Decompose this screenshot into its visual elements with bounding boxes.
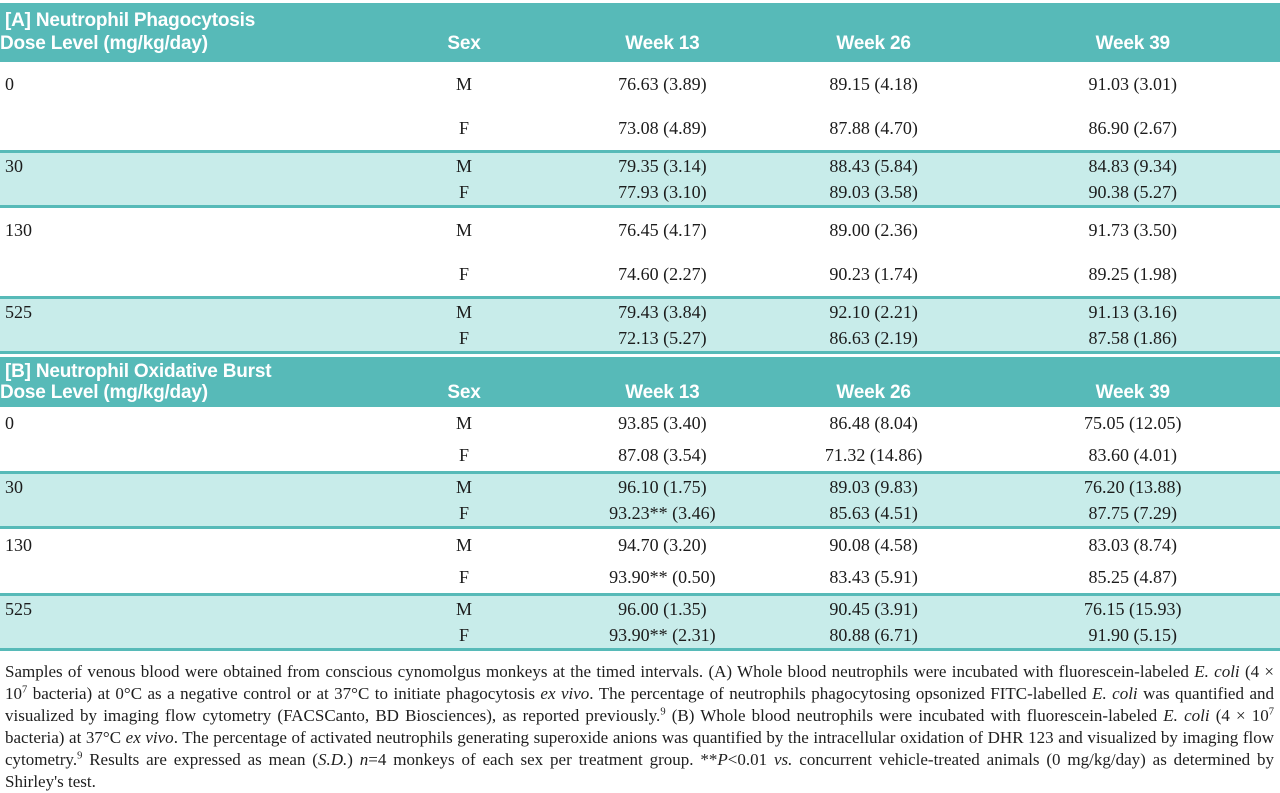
table-sections bbox=[0, 3, 1280, 651]
value-cell: 96.10 (1.75) bbox=[618, 477, 707, 497]
section-b-table bbox=[0, 357, 1280, 651]
value-cell: 87.08 (3.54) bbox=[618, 445, 707, 465]
sex-cell: F bbox=[458, 328, 469, 348]
value-cell: 93.90** (2.31) bbox=[609, 625, 716, 645]
sex-cell: M bbox=[455, 535, 472, 555]
footnote-segment: bacteria) at 37°C bbox=[5, 728, 126, 747]
value-cell: 89.03 (9.83) bbox=[829, 477, 918, 497]
value-cell: 76.63 (3.89) bbox=[618, 74, 707, 94]
value-cell: 86.63 (2.19) bbox=[829, 328, 918, 348]
value-cell: 71.32 (14.86) bbox=[824, 445, 923, 465]
value-cell: 76.15 (15.93) bbox=[1084, 599, 1182, 619]
dose-cell: 525 bbox=[5, 599, 32, 619]
dose-group bbox=[0, 473, 1280, 528]
value-cell: 90.45 (3.91) bbox=[829, 599, 918, 619]
sex-cell: M bbox=[455, 220, 472, 240]
footnote-segment: (B) Whole blood neutrophils were incubated with fluorescein-labeled bbox=[665, 706, 1164, 725]
value-cell: 94.70 (3.20) bbox=[618, 535, 707, 555]
value-cell: 79.35 (3.14) bbox=[618, 156, 707, 176]
value-cell: 87.75 (7.29) bbox=[1088, 503, 1178, 523]
section-title: [B] Neutrophil Oxidative Burst bbox=[0, 357, 1280, 382]
table-row bbox=[0, 473, 1280, 501]
value-cell: 93.90** (0.50) bbox=[609, 567, 716, 587]
footnote-segment: P bbox=[717, 750, 728, 769]
value-cell: 83.03 (8.74) bbox=[1088, 535, 1178, 555]
footnote-segment: =4 monkeys of each sex per treatment group. ** bbox=[368, 750, 718, 769]
footnote-segment: 7 bbox=[22, 684, 28, 696]
footnote-segment: . The percentage of activated neutrophils generating superoxide anions was quantified by the intracellular oxidation of DHR 123 and visualized by imaging flow cytometry. bbox=[5, 728, 1275, 769]
section-title-row bbox=[0, 3, 1280, 32]
dose-group bbox=[0, 407, 1280, 473]
dose-group bbox=[0, 62, 1280, 152]
sex-cell: M bbox=[455, 156, 472, 176]
footnote-segment: n bbox=[359, 750, 369, 769]
value-cell: 80.88 (6.71) bbox=[829, 625, 918, 645]
footnote-segment: bacteria) at 0°C as a negative control or at 37°C to initiate phagocytosis bbox=[27, 684, 541, 703]
value-cell: 88.43 (5.84) bbox=[829, 156, 918, 176]
value-cell: 74.60 (2.27) bbox=[618, 264, 707, 284]
footnote-segment: (4 × 10 bbox=[1209, 706, 1269, 725]
value-cell: 85.63 (4.51) bbox=[829, 503, 918, 523]
column-header: Sex bbox=[365, 382, 563, 407]
column-header: Dose Level (mg/kg/day) bbox=[0, 32, 365, 62]
sex-cell: M bbox=[455, 477, 472, 497]
footnote-segment: . The percentage of neutrophils phagocytosing opsonized FITC-labelled bbox=[589, 684, 1093, 703]
value-cell: 86.48 (8.04) bbox=[829, 413, 918, 433]
section-a-header bbox=[0, 3, 1280, 62]
footnote-segment: was quantified and visualized by imaging flow cytometry (FACSCanto, BD Biosciences), as reported previously. bbox=[5, 684, 1274, 725]
value-cell: 86.90 (2.67) bbox=[1088, 118, 1178, 138]
value-cell: 90.38 (5.27) bbox=[1088, 182, 1178, 202]
section-title-row bbox=[0, 357, 1280, 382]
table-row bbox=[0, 528, 1280, 562]
footnote-segment: S.D. bbox=[317, 750, 348, 769]
footnote-segment: E. coli bbox=[1163, 706, 1210, 725]
footnote-segment: Samples of venous blood were obtained from conscious cynomolgus monkeys at the timed intervals. (A) Whole blood neutrophils were incubated with fluorescein-labeled bbox=[5, 662, 1195, 681]
dose-cell: 0 bbox=[5, 413, 14, 433]
value-cell: 83.60 (4.01) bbox=[1088, 445, 1178, 465]
value-cell: 87.58 (1.86) bbox=[1088, 328, 1178, 348]
column-header: Dose Level (mg/kg/day) bbox=[0, 382, 365, 407]
value-cell: 89.15 (4.18) bbox=[829, 74, 918, 94]
footnote-segment: 9 bbox=[660, 706, 666, 718]
sex-cell: M bbox=[455, 302, 472, 322]
sex-cell: F bbox=[458, 503, 469, 523]
value-cell: 91.73 (3.50) bbox=[1088, 220, 1178, 240]
value-cell: 89.25 (1.98) bbox=[1088, 264, 1178, 284]
value-cell: 73.08 (4.89) bbox=[618, 118, 707, 138]
table-row bbox=[0, 407, 1280, 439]
value-cell: 77.93 (3.10) bbox=[618, 182, 707, 202]
column-header: Sex bbox=[365, 32, 563, 62]
value-cell: 96.00 (1.35) bbox=[618, 599, 707, 619]
column-header: Week 39 bbox=[986, 382, 1280, 407]
section-title: [A] Neutrophil Phagocytosis bbox=[0, 3, 1280, 32]
sex-cell: F bbox=[458, 182, 469, 202]
value-cell: 72.13 (5.27) bbox=[618, 328, 707, 348]
value-cell: 84.83 (9.34) bbox=[1088, 156, 1178, 176]
value-cell: 89.03 (3.58) bbox=[829, 182, 918, 202]
value-cell: 90.08 (4.58) bbox=[829, 535, 918, 555]
value-cell: 79.43 (3.84) bbox=[618, 302, 707, 322]
value-cell: 92.10 (2.21) bbox=[829, 302, 918, 322]
dose-group bbox=[0, 207, 1280, 298]
value-cell: 85.25 (4.87) bbox=[1088, 567, 1178, 587]
dose-cell: 30 bbox=[5, 477, 23, 497]
dose-cell: 30 bbox=[5, 156, 23, 176]
sex-cell: M bbox=[455, 413, 472, 433]
footnote-segment: ex vivo bbox=[540, 684, 590, 703]
value-cell: 90.23 (1.74) bbox=[829, 264, 918, 284]
value-cell: 76.45 (4.17) bbox=[618, 220, 707, 240]
value-cell: 93.85 (3.40) bbox=[618, 413, 707, 433]
footnote-segment: vs. bbox=[774, 750, 793, 769]
table-row bbox=[0, 62, 1280, 106]
dose-group bbox=[0, 152, 1280, 207]
dose-group bbox=[0, 595, 1280, 650]
column-header: Week 13 bbox=[563, 32, 761, 62]
footnote-segment: ex vivo bbox=[125, 728, 174, 747]
footnote-segment: 9 bbox=[77, 750, 83, 762]
value-cell: 83.43 (5.91) bbox=[829, 567, 918, 587]
footnote bbox=[0, 651, 1280, 793]
dose-cell: 130 bbox=[5, 535, 32, 555]
sex-cell: F bbox=[458, 445, 469, 465]
sex-cell: M bbox=[455, 74, 472, 94]
table-row bbox=[0, 207, 1280, 253]
table-row bbox=[0, 152, 1280, 180]
footnote-segment: E. coli bbox=[1092, 684, 1138, 703]
value-cell: 87.88 (4.70) bbox=[829, 118, 918, 138]
dose-cell: 130 bbox=[5, 220, 32, 240]
column-header: Week 26 bbox=[762, 382, 986, 407]
value-cell: 91.03 (3.01) bbox=[1088, 74, 1178, 94]
value-cell: 91.90 (5.15) bbox=[1088, 625, 1178, 645]
dose-cell: 525 bbox=[5, 302, 32, 322]
section-b-header bbox=[0, 357, 1280, 407]
dose-group bbox=[0, 298, 1280, 353]
dose-cell: 0 bbox=[5, 74, 14, 94]
sex-cell: M bbox=[455, 599, 472, 619]
footnote-segment: 7 bbox=[1268, 706, 1274, 718]
sex-cell: F bbox=[458, 567, 469, 587]
value-cell: 75.05 (12.05) bbox=[1084, 413, 1182, 433]
sex-cell: F bbox=[458, 264, 469, 284]
table-row bbox=[0, 595, 1280, 623]
value-cell: 91.13 (3.16) bbox=[1088, 302, 1178, 322]
footnote-segment: Results are expressed as mean ( bbox=[82, 750, 318, 769]
footnote-segment: E. coli bbox=[1194, 662, 1240, 681]
section-a-table bbox=[0, 3, 1280, 354]
value-cell: 89.00 (2.36) bbox=[829, 220, 918, 240]
column-header-row bbox=[0, 382, 1280, 407]
value-cell: 93.23** (3.46) bbox=[609, 503, 716, 523]
column-header-row bbox=[0, 32, 1280, 62]
column-header: Week 39 bbox=[986, 32, 1280, 62]
footnote-segment: <0.01 bbox=[727, 750, 774, 769]
sex-cell: F bbox=[458, 625, 469, 645]
footnote-segment: concurrent vehicle-treated animals (0 mg/kg/day) as determined by Shirley's test. bbox=[5, 750, 1274, 791]
table-row bbox=[0, 298, 1280, 326]
column-header: Week 26 bbox=[762, 32, 986, 62]
dose-group bbox=[0, 528, 1280, 595]
column-header: Week 13 bbox=[563, 382, 761, 407]
footnote-segment: (4 × 10 bbox=[5, 662, 1274, 703]
footnote-segment: ) bbox=[347, 750, 360, 769]
value-cell: 76.20 (13.88) bbox=[1084, 477, 1182, 497]
sex-cell: F bbox=[458, 118, 469, 138]
